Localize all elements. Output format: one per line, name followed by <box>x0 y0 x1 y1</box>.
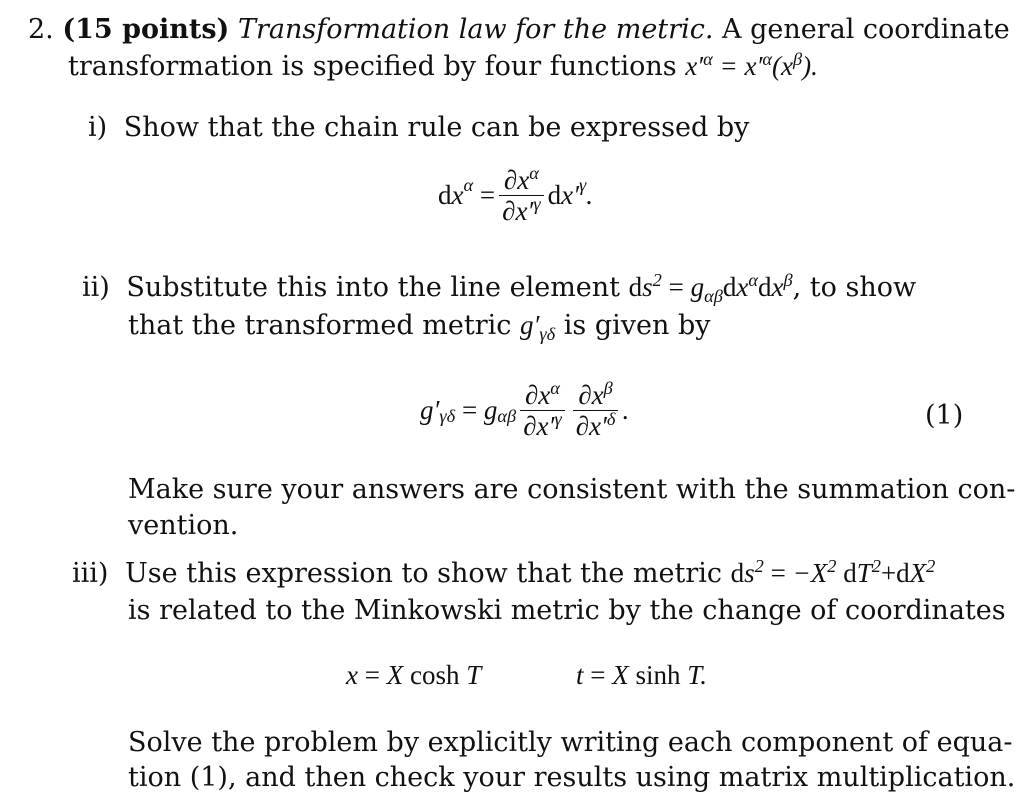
part-i-text: Show that the chain rule can be expressed by <box>123 112 750 143</box>
chain-rule-fraction: $\frac{\partial x^\alpha}{\partial x'^\gamma}$ <box>499 165 543 226</box>
rindler-metric-math: $ds^2 = -X^2$ $dT^2+dX^2$ <box>730 555 936 588</box>
part-ii-text-b: , to show <box>792 272 917 303</box>
part-i-label: i) <box>88 112 108 143</box>
part-iii-text-a: Use this expression to show that the metric <box>125 558 723 589</box>
coordinate-change-x: x = X cosh T <box>346 660 482 690</box>
summation-note-line1: Make sure your answers are consistent with the summation con- <box>128 474 1016 505</box>
closing-instruction-line2: tion (1), and then check your results using matrix multiplication. <box>128 762 1016 793</box>
part-ii-text-c: that the transformed metric <box>128 310 512 341</box>
problem-intro-math: $x'^\alpha = x'^\alpha(x^\beta)$. <box>685 48 818 81</box>
problem-header-line2 <box>68 49 818 84</box>
equation-number: (1) <box>925 400 964 431</box>
coordinate-change-t: t = X sinh T. <box>576 660 708 690</box>
closing-instruction-line1: Solve the problem by explicitly writing each component of equa- <box>128 727 1013 758</box>
part-ii-text-a: Substitute this into the line element <box>126 272 621 303</box>
line-element-math: $ds^2 = g_{\alpha\beta}dx^\alpha dx^\beta$ <box>628 269 793 306</box>
summation-note-line2: vention. <box>128 510 239 541</box>
part-ii-line1 <box>82 270 916 305</box>
problem-points: (15 points) <box>62 14 230 45</box>
problem-header-line1 <box>28 12 1010 47</box>
transformed-metric-symbol: $g'_{\gamma\delta}$ <box>519 310 556 344</box>
metric-fraction-2: $\frac{\partial x^\beta}{\partial x'^\delta}$ <box>573 380 619 441</box>
chain-rule-equation: d x $^\alpha$ = $\frac{\partial x^\alpha}{\partial x'^\gamma}$ d x′ $^\gamma$ . <box>438 162 593 226</box>
metric-fraction-1: $\frac{\partial x^\alpha}{\partial x'^\gamma}$ <box>520 380 564 441</box>
part-i-line <box>88 110 749 145</box>
problem-number: 2. <box>28 14 54 45</box>
part-iii-line2: is related to the Minkowski metric by the change of coordinates <box>128 595 1006 626</box>
part-ii-line2 <box>128 308 710 343</box>
problem-intro-a: A general coordinate <box>722 14 1010 45</box>
problem-intro-b: transformation is specified by four functions <box>68 51 677 82</box>
metric-transformation-equation: g′ $_{\gamma\delta}$ = g $_{\alpha\beta}$ $\frac{\partial x^\alpha}{\partial x'^\gamma}$ $\frac{\partial x^\beta}{\partial x'^\delta}$ . <box>420 377 630 441</box>
problem-title: Transformation law for the metric. <box>237 14 714 45</box>
part-iii-label: iii) <box>72 558 109 589</box>
part-iii-line1 <box>72 556 935 591</box>
part-ii-text-d: is given by <box>563 310 711 341</box>
part-ii-label: ii) <box>82 272 110 303</box>
